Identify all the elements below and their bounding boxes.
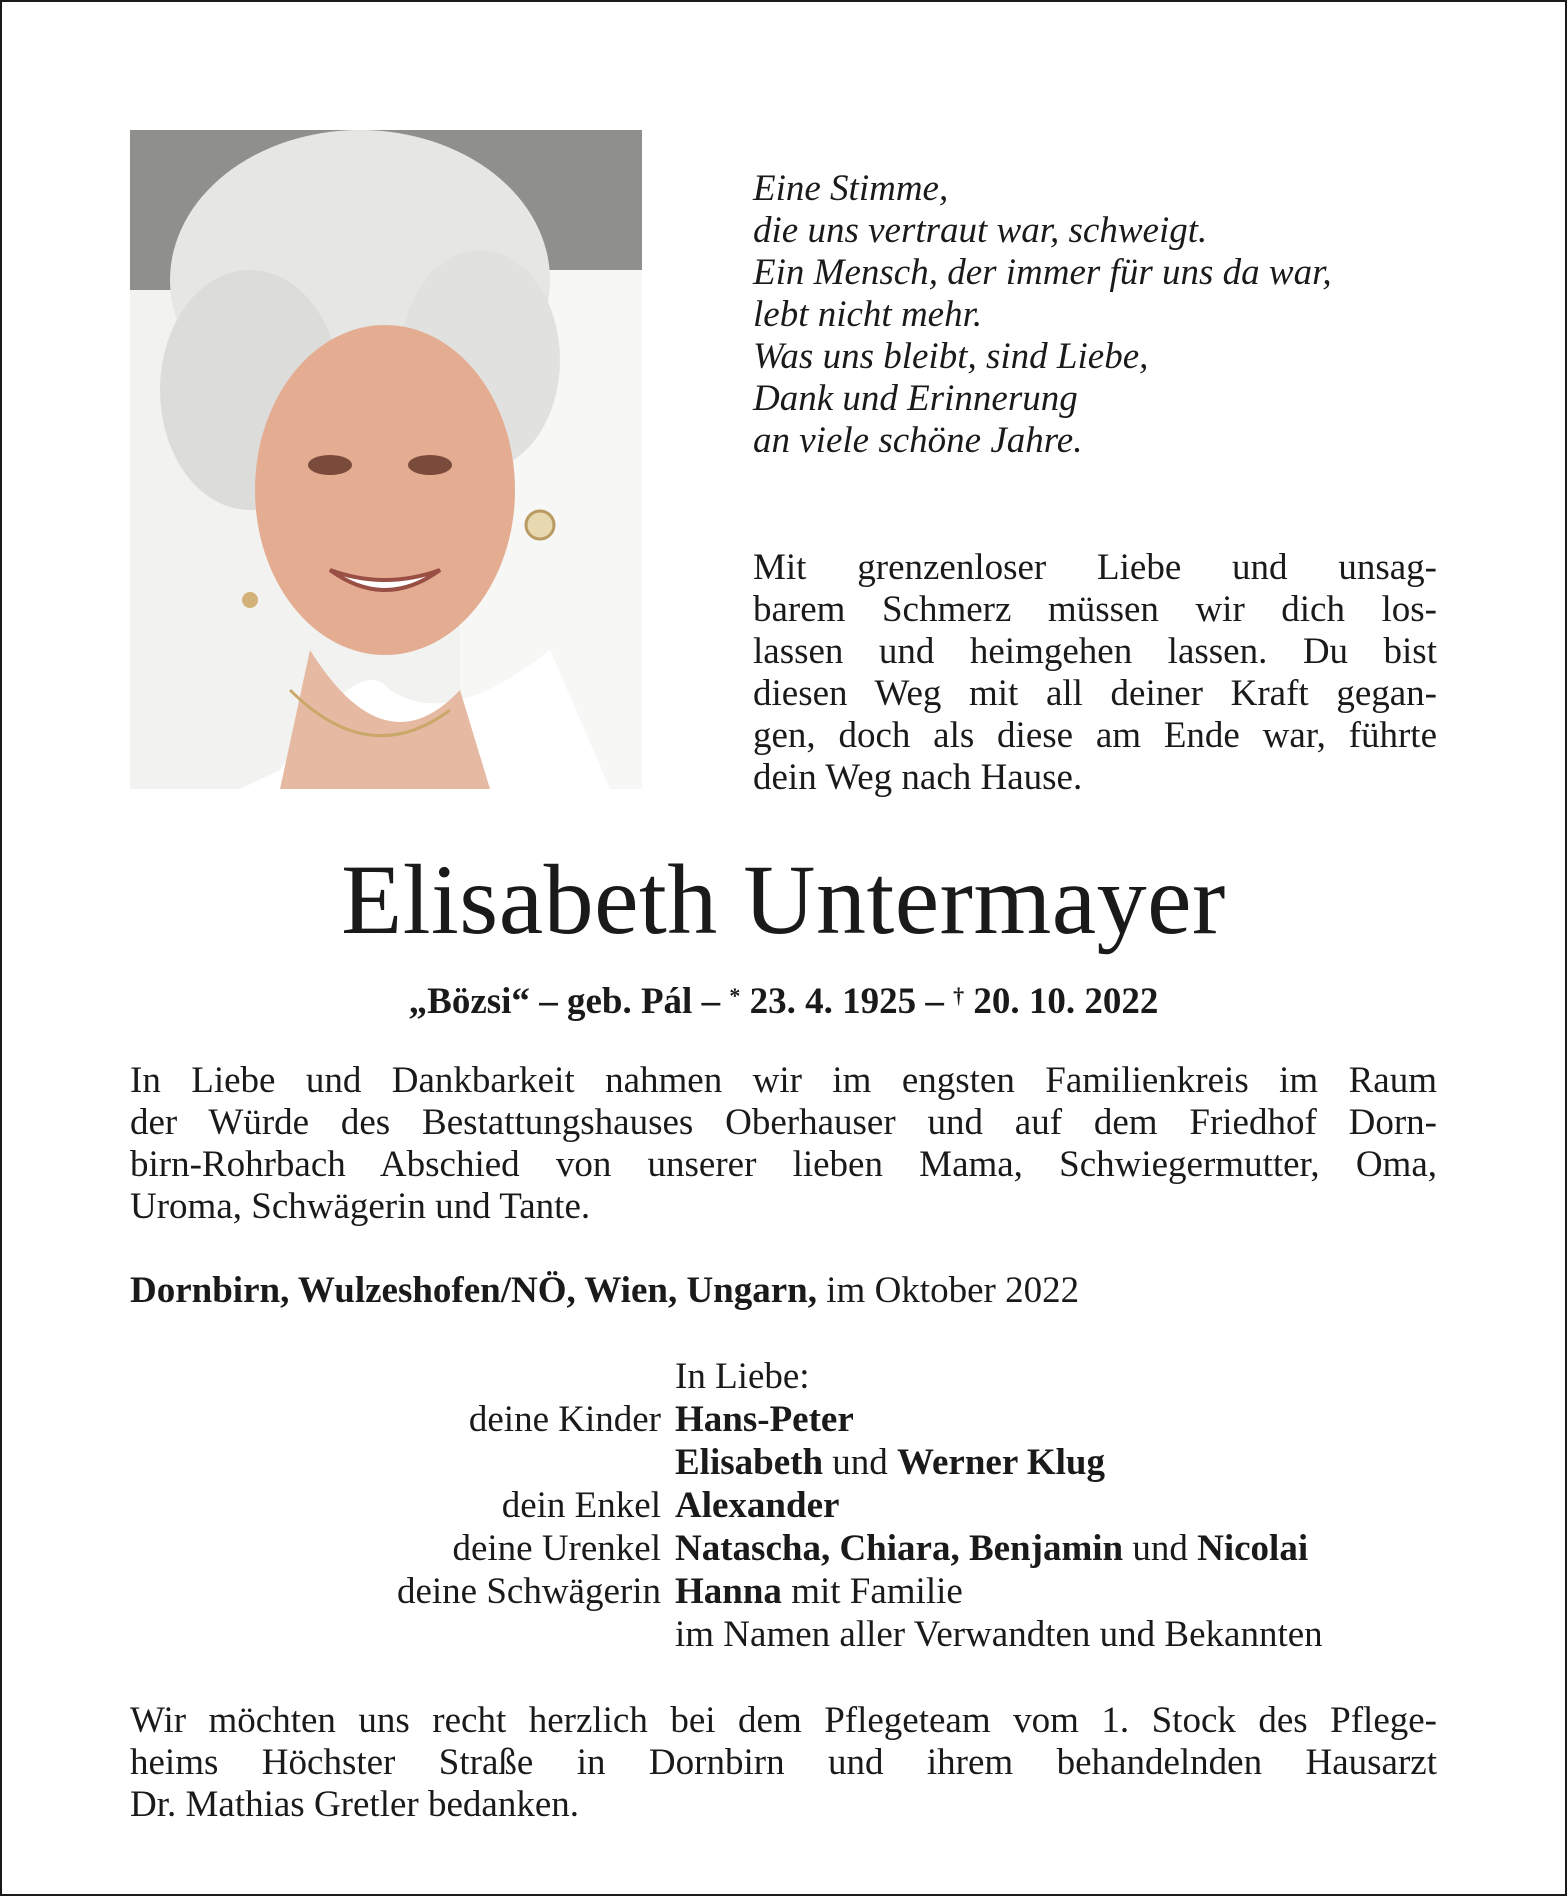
family-name: Alexander bbox=[675, 1485, 840, 1526]
family-names bbox=[675, 1613, 1323, 1656]
family-connector: im Namen aller Verwandten und Bekannten bbox=[675, 1614, 1323, 1655]
paragraph-line: heims Höchster Straße in Dornbirn und ihrem behandelnden Hausarzt bbox=[130, 1742, 1437, 1783]
intro-line: lassen und heimgehen lassen. Du bist bbox=[753, 631, 1437, 672]
paragraph-line: Uroma, Schwägerin und Tante. bbox=[130, 1186, 591, 1227]
family-names bbox=[675, 1484, 839, 1527]
life-dates bbox=[0, 975, 1567, 1023]
thanks-paragraph bbox=[130, 1700, 1437, 1826]
family-connector: mit Familie bbox=[781, 1571, 963, 1612]
poem-line: lebt nicht mehr. bbox=[753, 294, 983, 335]
farewell-paragraph bbox=[130, 1060, 1437, 1228]
poem bbox=[753, 168, 1453, 462]
family-rows bbox=[0, 1398, 1567, 1656]
family-relation: dein Enkel bbox=[501, 1485, 661, 1526]
family-name: Elisabeth bbox=[675, 1442, 824, 1483]
family-names bbox=[675, 1398, 854, 1441]
birth-star-icon: * bbox=[729, 983, 741, 1008]
family-row bbox=[0, 1613, 1567, 1656]
paragraph-line: In Liebe und Dankbarkeit nahmen wir im engsten Familienkreis im Raum bbox=[130, 1060, 1437, 1101]
intro-line: barem Schmerz müssen wir dich los- bbox=[753, 589, 1437, 630]
family-connector: und bbox=[1123, 1528, 1198, 1569]
separator: – bbox=[692, 981, 730, 1022]
family-name: Nicolai bbox=[1197, 1528, 1309, 1569]
intro-line: diesen Weg mit all deiner Kraft gegan- bbox=[753, 673, 1437, 714]
family-relation: deine Kinder bbox=[468, 1399, 661, 1440]
family-name: Hanna bbox=[675, 1571, 782, 1612]
date: im Oktober 2022 bbox=[817, 1270, 1080, 1311]
death-cross-icon: † bbox=[953, 983, 965, 1008]
family-names bbox=[675, 1441, 1105, 1484]
poem-line: die uns vertraut war, schweigt. bbox=[753, 210, 1208, 251]
intro-paragraph bbox=[753, 547, 1437, 799]
portrait-photo bbox=[130, 130, 642, 789]
separator: – bbox=[916, 981, 954, 1022]
maiden-name: geb. Pál bbox=[566, 981, 693, 1022]
family-names bbox=[675, 1527, 1308, 1570]
family-row bbox=[0, 1398, 1567, 1441]
family-connector: und bbox=[823, 1442, 898, 1483]
family-row bbox=[0, 1484, 1567, 1527]
family-relation: deine Schwägerin bbox=[396, 1571, 661, 1612]
death-date: 20. 10. 2022 bbox=[964, 981, 1159, 1022]
family-names bbox=[675, 1570, 963, 1613]
family-heading: In Liebe: bbox=[675, 1356, 810, 1397]
places: Dornbirn, Wulzeshofen/NÖ, Wien, Ungarn, bbox=[130, 1270, 818, 1311]
intro-line: dein Weg nach Hause. bbox=[753, 757, 1083, 798]
poem-line: Dank und Erinnerung bbox=[753, 378, 1078, 419]
intro-line: gen, doch als diese am Ende war, führte bbox=[753, 715, 1437, 756]
separator: – bbox=[529, 981, 567, 1022]
family-name: Natascha, Chiara, Benjamin bbox=[675, 1528, 1124, 1569]
birth-date: 23. 4. 1925 bbox=[740, 981, 917, 1022]
family-name: Hans-Peter bbox=[675, 1399, 854, 1440]
family-heading-row bbox=[0, 1355, 1567, 1398]
family-list bbox=[0, 1355, 1567, 1656]
family-row bbox=[0, 1570, 1567, 1613]
poem-line: Was uns bleibt, sind Liebe, bbox=[753, 336, 1149, 377]
paragraph-line: der Würde des Bestattungshauses Oberhauser und auf dem Friedhof Dorn- bbox=[130, 1102, 1437, 1143]
nickname: „Bözsi“ bbox=[408, 981, 530, 1022]
paragraph-line: Dr. Mathias Gretler bedanken. bbox=[130, 1784, 579, 1825]
intro-line: Mit grenzenloser Liebe und unsag- bbox=[753, 547, 1437, 588]
family-row bbox=[0, 1527, 1567, 1570]
paragraph-line: birn-Rohrbach Abschied von unserer lieben Mama, Schwiegermutter, Oma, bbox=[130, 1144, 1437, 1185]
poem-line: Ein Mensch, der immer für uns da war, bbox=[753, 252, 1332, 293]
family-relation: deine Urenkel bbox=[452, 1528, 661, 1569]
family-name: Werner Klug bbox=[897, 1442, 1105, 1483]
family-row bbox=[0, 1441, 1567, 1484]
place-date-line bbox=[130, 1270, 1079, 1312]
paragraph-line: Wir möchten uns recht herzlich bei dem Pflegeteam vom 1. Stock des Pflege- bbox=[130, 1700, 1437, 1741]
deceased-name: Elisabeth Untermayer bbox=[341, 844, 1226, 955]
poem-line: Eine Stimme, bbox=[753, 168, 949, 209]
poem-line: an viele schöne Jahre. bbox=[753, 420, 1083, 461]
